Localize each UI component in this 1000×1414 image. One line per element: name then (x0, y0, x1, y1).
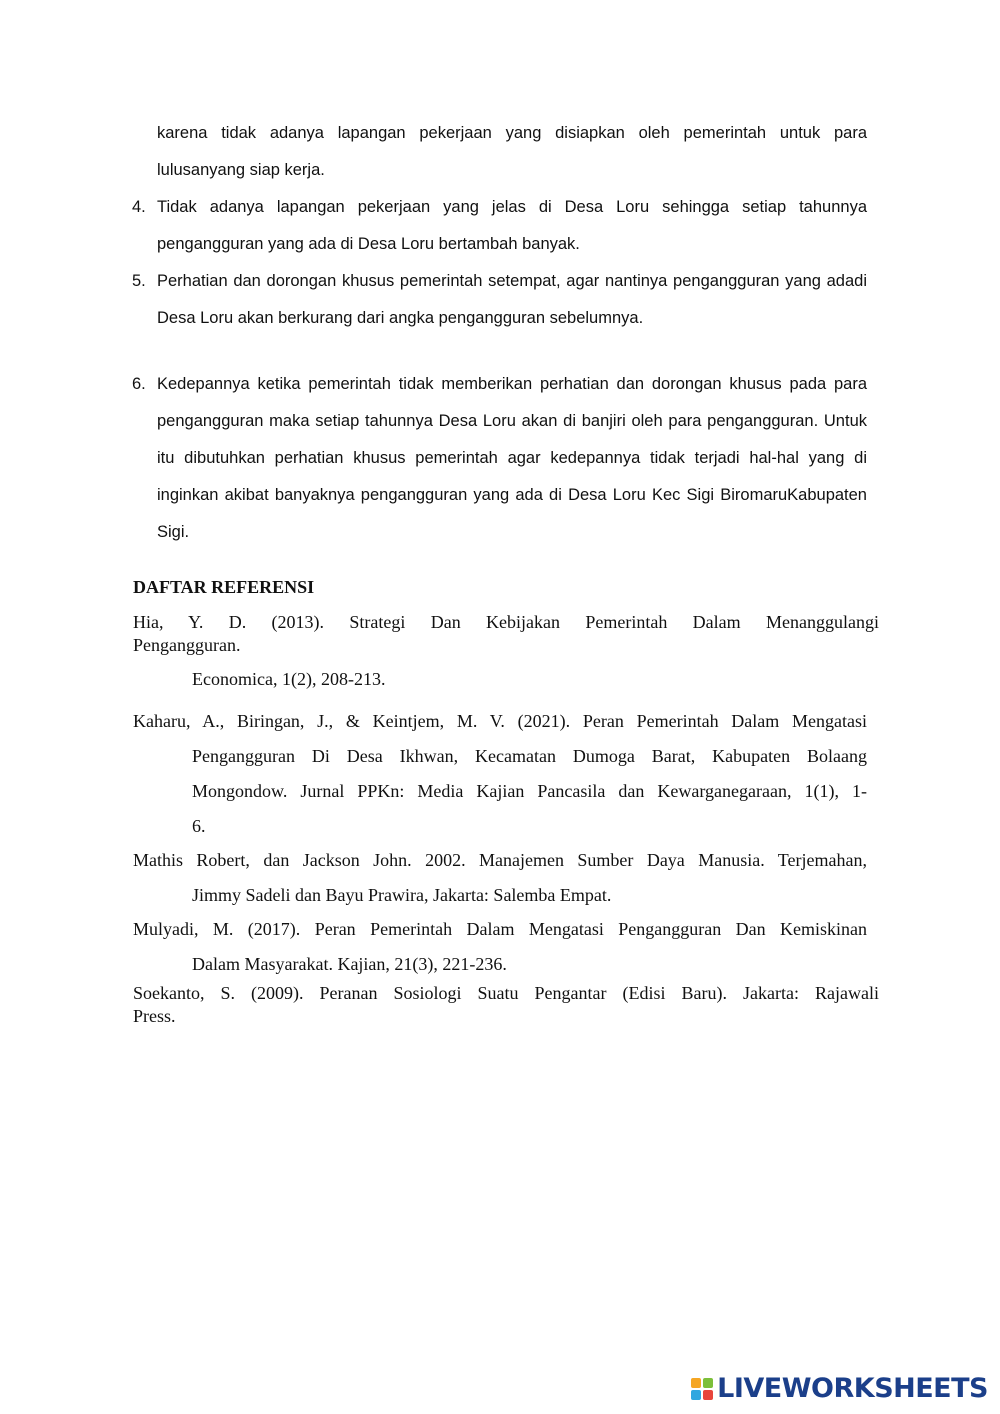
list-item-4 (132, 189, 867, 263)
list-item-6 (132, 366, 867, 551)
reference-mulyadi (133, 912, 867, 982)
list-item-number: 4. (132, 198, 146, 216)
list-item-number: 5. (132, 272, 146, 290)
list-item-text: Perhatian dan dorongan khusus pemerintah setempat, agar nantinya pengangguran yang adadi Desa Loru akan berkurang dari angka pengangguran sebelumnya. (157, 272, 867, 327)
list-item-text: Kedepannya ketika pemerintah tidak memberikan perhatian dan dorongan khusus pada para pengangguran maka setiap tahunnya Desa Loru akan di banjiri oleh para pengangguran. Untuk itu dibutuhkan perhatian khusus pemerintah agar kedepannya tidak terjadi hal-hal yang di inginkan akibat banyaknya pengangguran yang ada di Desa Loru Kec Sigi BiromaruKabupaten Sigi. (157, 375, 867, 541)
list-item-text: Tidak adanya lapangan pekerjaan yang jelas di Desa Loru sehingga setiap tahunnya pengangguran yang ada di Desa Loru bertambah banyak. (157, 198, 867, 253)
reference-line: Soekanto, S. (2009). Peranan Sosiologi Suatu Pengantar (Edisi Baru). Jakarta: Rajawali (133, 983, 879, 1003)
liveworksheets-logo (691, 1373, 988, 1404)
reference-line: Press. (133, 1006, 176, 1026)
reference-line: Jimmy Sadeli dan Bayu Prawira, Jakarta: Salemba Empat. (192, 885, 612, 905)
list-item-number: 6. (132, 375, 146, 393)
logo-tile-l (691, 1378, 701, 1388)
reference-line: Mulyadi, M. (2017). Peran Pemerintah Dalam Mengatasi Pengangguran Dan Kemiskinan (133, 919, 867, 939)
reference-line: Dalam Masyarakat. Kajian, 21(3), 221-236. (192, 954, 507, 974)
logo-text: LIVEWORKSHEETS (717, 1373, 988, 1404)
reference-line: Hia, Y. D. (2013). Strategi Dan Kebijakan Pemerintah Dalam Menanggulangi (133, 612, 879, 632)
logo-tile-v (691, 1390, 701, 1400)
reference-line: Mathis Robert, dan Jackson John. 2002. Manajemen Sumber Daya Manusia. Terjemahan, (133, 850, 867, 870)
reference-hia (133, 611, 879, 689)
references-heading: DAFTAR REFERENSI (133, 577, 315, 597)
reference-line: Pengangguran. (133, 635, 241, 655)
list-item-5 (132, 263, 867, 337)
logo-mark-icon (691, 1378, 713, 1400)
reference-line: Pengangguran Di Desa Ikhwan, Kecamatan Dumoga Barat, Kabupaten Bolaang (192, 746, 867, 766)
reference-line: Economica, 1(2), 208-213. (192, 669, 386, 689)
reference-mathis (133, 843, 867, 913)
reference-kaharu (133, 704, 867, 844)
reference-line: 6. (192, 816, 206, 836)
list-continuation-line-1: karena tidak adanya lapangan pekerjaan yang disiapkan oleh pemerintah untuk para (157, 124, 867, 142)
logo-tile-i (703, 1378, 713, 1388)
reference-line: Mongondow. Jurnal PPKn: Media Kajian Pancasila dan Kewarganegaraan, 1(1), 1- (192, 781, 867, 801)
list-continuation-line-2: lulusanyang siap kerja. (157, 161, 325, 179)
reference-soekanto (133, 982, 879, 1028)
reference-line: Kaharu, A., Biringan, J., & Keintjem, M. V. (2021). Peran Pemerintah Dalam Mengatasi (133, 711, 867, 731)
logo-tile-e (703, 1390, 713, 1400)
